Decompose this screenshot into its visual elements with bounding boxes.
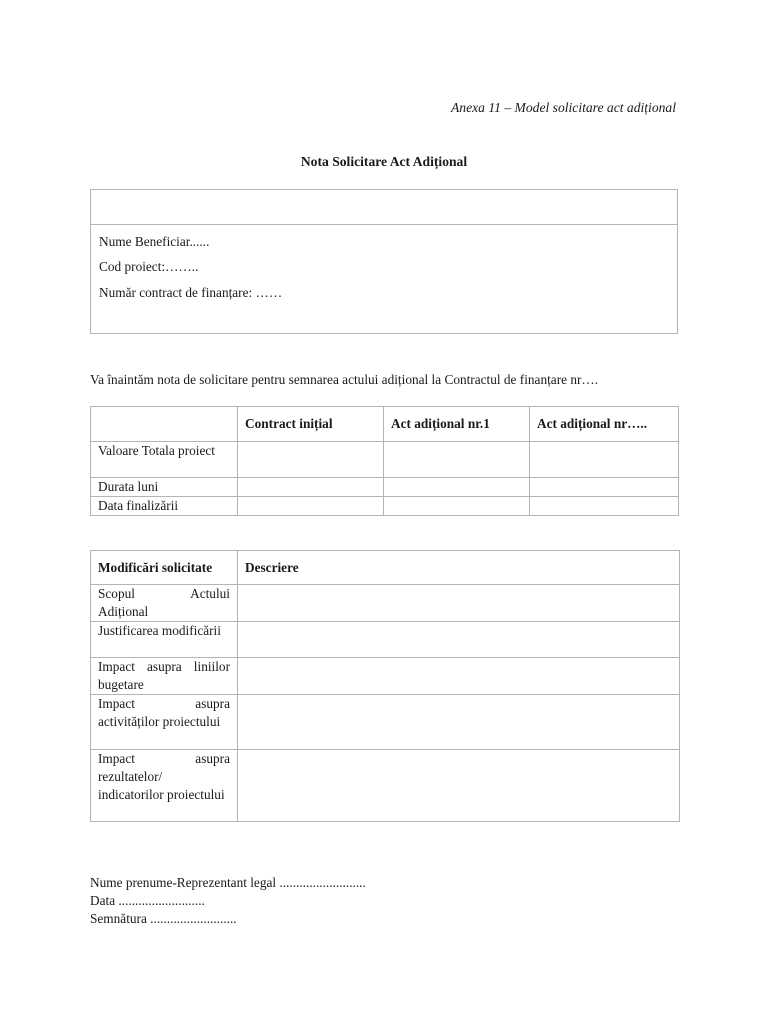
representative-line: Nume prenume-Reprezentant legal ..........................: [90, 875, 366, 890]
table-cell: [530, 478, 679, 497]
row-label: Durata luni: [91, 478, 238, 497]
header-cell: Act adițional nr.1: [384, 407, 530, 442]
table-cell: [238, 658, 680, 695]
contract-values-table: [90, 406, 679, 516]
header-cell: Contract inițial: [238, 407, 384, 442]
date-line: Data ..........................: [90, 893, 205, 908]
annex-label: Anexa 11 – Model solicitare act adițional: [450, 100, 676, 115]
row-label: Valoare Totala proiect: [91, 442, 238, 478]
table-cell: [384, 478, 530, 497]
table-cell: [530, 442, 679, 478]
table-row: [91, 622, 680, 658]
table-cell: [238, 695, 680, 750]
beneficiary-box: [90, 189, 678, 334]
table-cell: [238, 750, 680, 822]
table-cell: [530, 497, 679, 516]
beneficiary-name: Nume Beneficiar......: [99, 234, 210, 249]
intro-text: Va înaintăm nota de solicitare pentru semnarea actului adițional la Contractul de finanțare nr….: [90, 372, 599, 387]
row-label: Scopul Actului Adițional: [91, 585, 238, 622]
table-row: [91, 695, 680, 750]
header-cell: [91, 407, 238, 442]
table-cell: [238, 585, 680, 622]
header-cell: Descriere: [238, 551, 680, 585]
row-label: Impact asupra rezultatelor/ indicatorilor proiectului: [91, 750, 238, 822]
beneficiary-box-header: [91, 190, 677, 225]
project-code: Cod proiect:……..: [99, 259, 199, 274]
table-row: [91, 442, 679, 478]
row-label: Impact asupra liniilor bugetare: [91, 658, 238, 695]
table-row: [91, 658, 680, 695]
header-cell: Modificări solicitate: [91, 551, 238, 585]
table-cell: [238, 442, 384, 478]
row-label: Justificarea modificării: [91, 622, 238, 658]
requested-changes-table: [90, 550, 680, 822]
table-cell: [238, 478, 384, 497]
signature-line: Semnătura ..........................: [90, 911, 237, 926]
table-cell: [384, 497, 530, 516]
table-row: [91, 497, 679, 516]
table-row: [91, 478, 679, 497]
document-title: Nota Solicitare Act Adițional: [300, 154, 468, 169]
table-cell: [384, 442, 530, 478]
row-label: Data finalizării: [91, 497, 238, 516]
table-cell: [238, 622, 680, 658]
table-cell: [238, 497, 384, 516]
table-header-row: [91, 551, 680, 585]
contract-number: Număr contract de finanțare: ……: [99, 285, 283, 300]
table-row: [91, 585, 680, 622]
table-header-row: [91, 407, 679, 442]
table-row: [91, 750, 680, 822]
header-cell: Act adițional nr…..: [530, 407, 679, 442]
row-label: Impact asupra activităților proiectului: [91, 695, 238, 750]
